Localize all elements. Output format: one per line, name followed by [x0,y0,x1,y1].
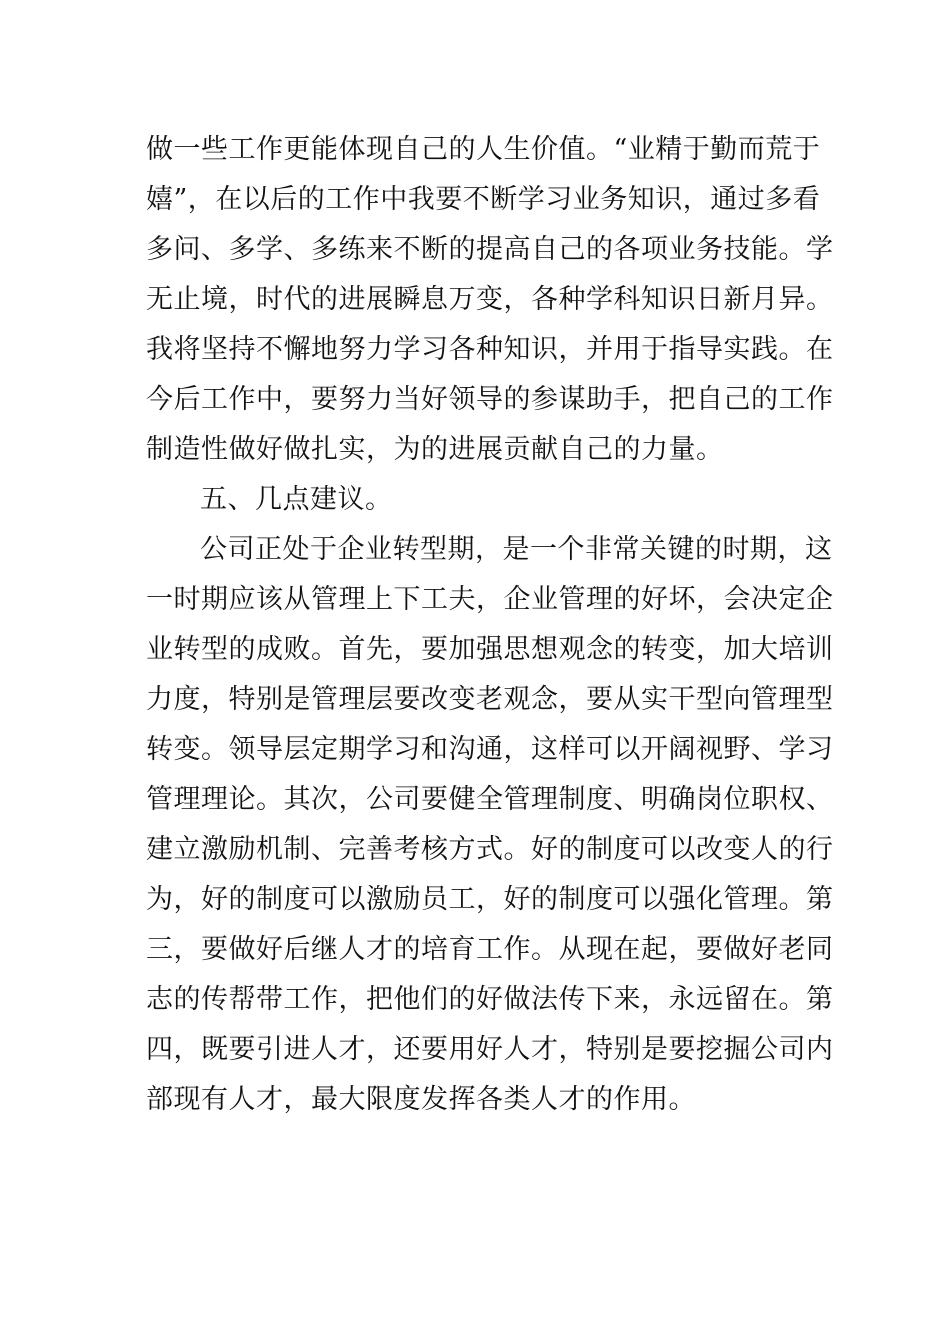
paragraph-line: 建立激励机制、完善考核方式。好的制度可以改变人的行 [146,834,834,865]
section-heading: 五、几点建议。 [200,484,393,515]
paragraph-2 [146,525,834,1125]
paragraph-line: 为，好的制度可以激励员工，好的制度可以强化管理。第 [146,884,834,915]
paragraph-line: 力度，特别是管理层要改变老观念，要从实干型向管理型 [146,684,834,715]
paragraph-line: 制造性做好做扎实，为的进展贡献自己的力量。 [146,434,724,465]
paragraph-line: 志的传帮带工作，把他们的好做法传下来，永远留在。第 [146,984,834,1015]
document-body [146,125,834,1125]
paragraph-line: 做一些工作更能体现自己的人生价值。“业精于勤而荒于 [146,134,821,165]
paragraph-line: 今后工作中，要努力当好领导的参谋助手，把自己的工作 [146,384,834,415]
paragraph-line: 四，既要引进人才，还要用好人才，特别是要挖掘公司内 [146,1034,834,1065]
paragraph-1 [146,125,834,475]
paragraph-line: 部现有人才，最大限度发挥各类人才的作用。 [146,1084,696,1115]
paragraph-line: 无止境，时代的进展瞬息万变，各种学科知识日新月异。 [146,284,834,315]
paragraph-line: 公司正处于企业转型期，是一个非常关键的时期，这 [200,534,833,565]
paragraph-line: 一时期应该从管理上下工夫，企业管理的好坏，会决定企 [146,584,834,615]
paragraph-line: 三，要做好后继人才的培育工作。从现在起，要做好老同 [146,934,834,965]
paragraph-line: 管理理论。其次，公司要健全管理制度、明确岗位职权、 [146,784,834,815]
paragraph-line: 业转型的成败。首先，要加强思想观念的转变，加大培训 [146,634,834,665]
paragraph-line: 转变。领导层定期学习和沟通，这样可以开阔视野、学习 [146,734,834,765]
paragraph-line: 多问、多学、多练来不断的提高自己的各项业务技能。学 [146,234,834,265]
paragraph-line: 嬉”，在以后的工作中我要不断学习业务知识，通过多看 [146,184,821,215]
paragraph-line: 我将坚持不懈地努力学习各种知识，并用于指导实践。在 [146,334,834,365]
